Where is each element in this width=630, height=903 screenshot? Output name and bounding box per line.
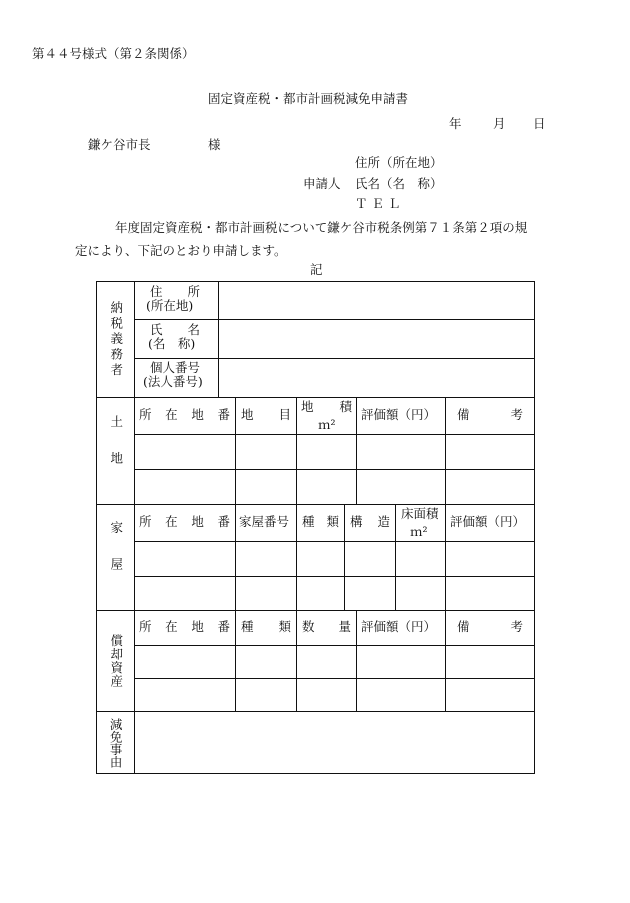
honorific: 様 — [208, 137, 221, 152]
land-header-valuation: 評価額（円） — [361, 407, 437, 422]
body-text-line2: 定により、下記のとおり申請します。 — [75, 243, 287, 258]
land-header-remarks: 備考 — [457, 407, 523, 422]
land-section-label: 土地 — [108, 414, 124, 488]
house-header-floor-area: 床面積 — [401, 506, 439, 521]
depreciable-row[interactable] — [135, 646, 534, 678]
depreciable-header-location: 所在地番 — [139, 619, 230, 634]
form-number: 第４４号様式（第２条関係） — [32, 46, 195, 61]
page-title: 固定資産税・都市計画税減免申請書 — [208, 91, 409, 106]
reason-section-label: 減免事由 — [108, 717, 124, 768]
ki-label: 記 — [310, 262, 323, 277]
land-header-area: 地 積 — [301, 399, 352, 414]
taxpayer-address-field[interactable] — [219, 282, 534, 319]
house-section-label: 家屋 — [108, 521, 124, 594]
depreciable-row[interactable] — [135, 679, 534, 711]
house-header-floor-area-unit: ｍ² — [410, 524, 428, 539]
taxpayer-name-label-line2: (名 称) — [148, 336, 196, 351]
house-header-structure: 構造 — [350, 514, 390, 529]
land-header-category: 地目 — [241, 407, 291, 422]
taxpayer-name-label-line1: 氏 名 — [150, 322, 201, 337]
applicant-name-label: 氏名（名 称） — [355, 176, 443, 191]
taxpayer-address-label-line2: (所在地) — [146, 298, 194, 313]
reason-field[interactable] — [135, 712, 534, 773]
taxpayer-name-field[interactable] — [219, 320, 534, 358]
house-header-kind: 種類 — [302, 514, 339, 529]
applicant-label: 申請人 — [303, 176, 341, 191]
taxpayer-id-field[interactable] — [219, 359, 534, 397]
date-month-label: 月 — [493, 116, 506, 131]
land-row[interactable] — [135, 470, 534, 504]
taxpayer-id-label-line1: 個人番号 — [150, 360, 201, 375]
depreciable-header-valuation: 評価額（円） — [361, 619, 437, 634]
body-text-line1: 年度固定資産税・都市計画税について鎌ケ谷市税条例第７１条第２項の規 — [115, 220, 528, 235]
date-year-label: 年 — [449, 116, 462, 131]
depreciable-header-remarks: 備考 — [457, 619, 523, 634]
date-day-label: 日 — [533, 116, 546, 131]
applicant-address-label: 住所（所在地） — [355, 155, 443, 170]
depreciable-header-quantity: 数量 — [302, 619, 351, 634]
taxpayer-address-label-line1: 住 所 — [150, 284, 201, 299]
taxpayer-id-label-line2: (法人番号) — [143, 374, 203, 389]
depreciable-section-label: 償却資産 — [108, 634, 124, 688]
land-header-location: 所在地番 — [139, 407, 230, 422]
house-header-number: 家屋番号 — [239, 514, 290, 529]
land-row[interactable] — [135, 435, 534, 469]
depreciable-header-kind: 種類 — [241, 619, 291, 634]
house-row[interactable] — [135, 542, 534, 576]
land-header-area-unit: ｍ² — [318, 417, 336, 432]
addressee: 鎌ケ谷市長 — [88, 137, 151, 152]
taxpayer-section-label: 納税義務者 — [108, 300, 124, 379]
applicant-tel-label: ＴＥＬ — [355, 196, 405, 211]
house-header-valuation: 評価額（円） — [450, 514, 526, 529]
house-header-location: 所在地番 — [139, 514, 230, 529]
house-row[interactable] — [135, 577, 534, 610]
